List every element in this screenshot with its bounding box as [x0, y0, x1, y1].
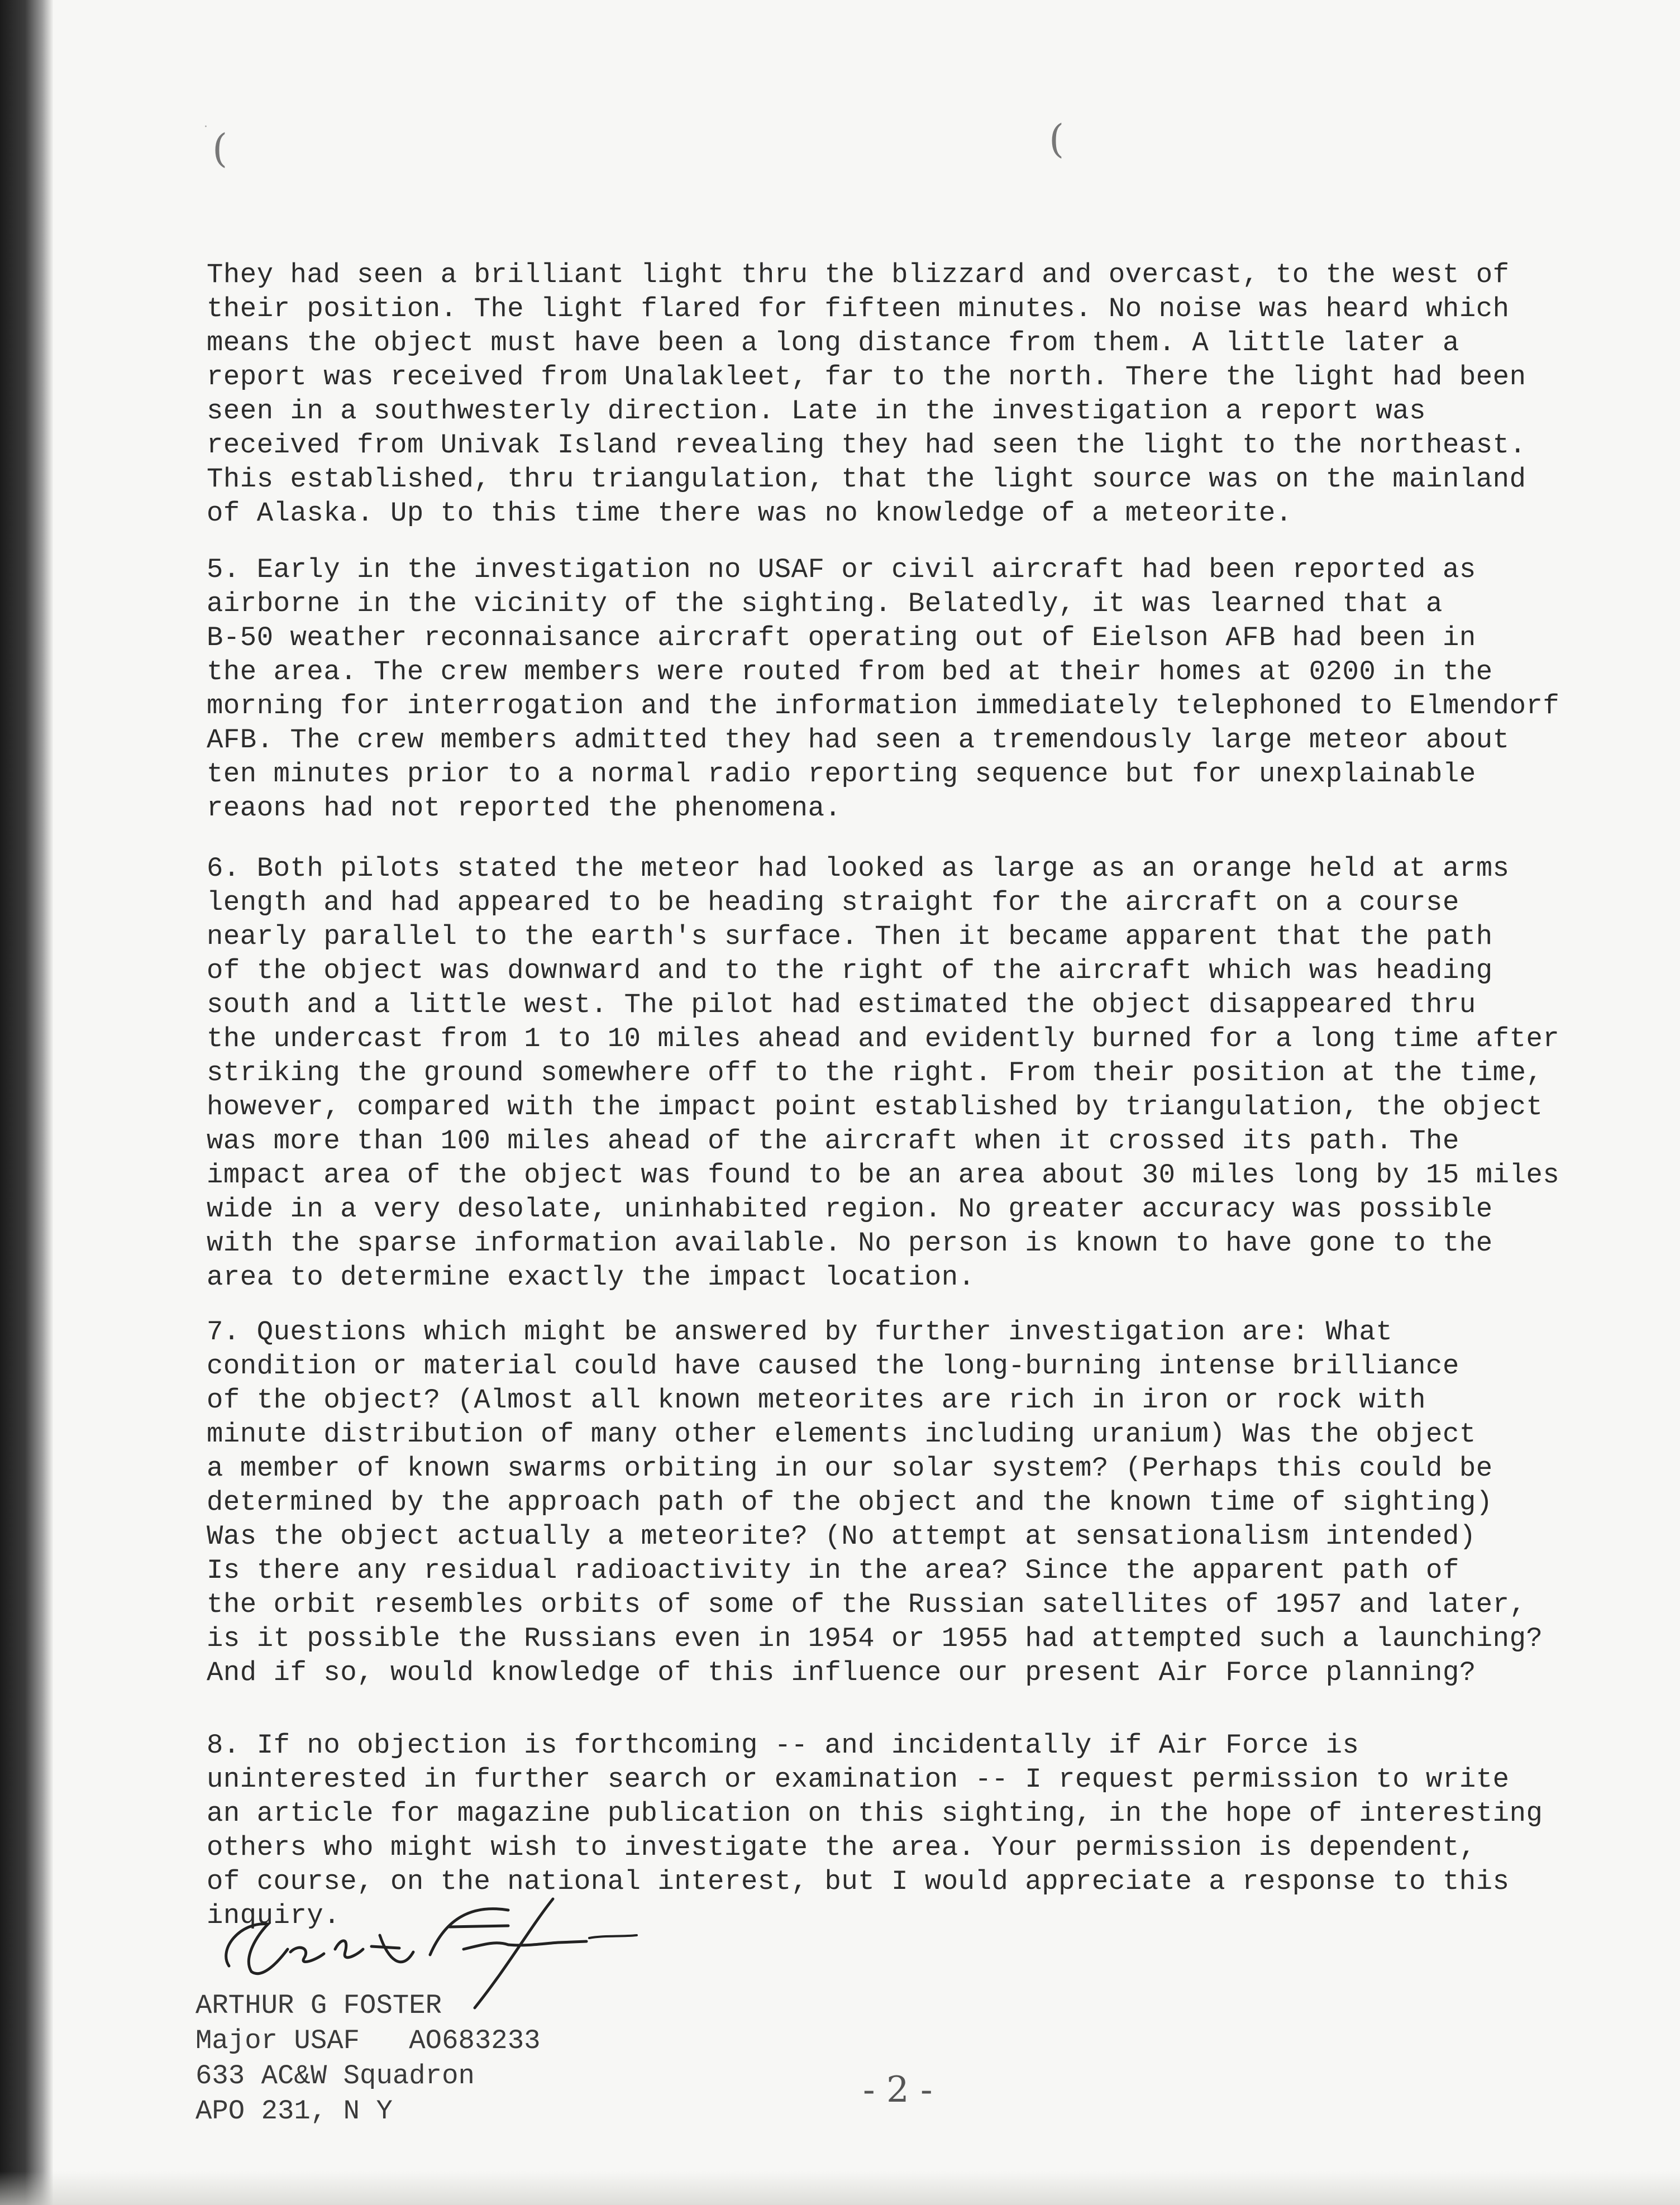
text-line: the area. The crew members were routed from bed at their homes at 0200 in the [207, 656, 1493, 688]
text-line: This established, thru triangulation, that the light source was on the mainland [207, 464, 1526, 495]
page-number: - 2 - [863, 2069, 933, 2111]
text-line: wide in a very desolate, uninhabited region. No greater accuracy was possible [207, 1194, 1493, 1225]
text-line: of the object? (Almost all known meteorites are rich in iron or rock with [207, 1385, 1426, 1416]
text-line: condition or material could have caused the long-burning intense brilliance [207, 1350, 1459, 1382]
text-line: their position. The light flared for fifteen minutes. No noise was heard which [207, 293, 1510, 324]
signer-unit: 633 AC&W Squadron [195, 2060, 475, 2092]
signature-block [195, 1988, 541, 2129]
text-line: nearly parallel to the earth's surface. Then it became apparent that the path [207, 921, 1493, 952]
text-line: however, compared with the impact point established by triangulation, the object [207, 1091, 1543, 1123]
text-line: AFB. The crew members admitted they had seen a tremendously large meteor about [207, 724, 1510, 756]
paragraph-5 [207, 553, 1603, 825]
signer-address: APO 231, N Y [195, 2096, 393, 2127]
text-line: 6. Both pilots stated the meteor had looked as large as an orange held at arms [207, 853, 1510, 884]
text-line: length and had appeared to be heading straight for the aircraft on a course [207, 887, 1459, 918]
text-line: of the object was downward and to the right of the aircraft which was heading [207, 955, 1493, 986]
text-line: impact area of the object was found to be an area about 30 miles long by 15 miles [207, 1159, 1560, 1191]
paragraph-7 [207, 1315, 1603, 1690]
text-line: airborne in the vicinity of the sighting. Belatedly, it was learned that a [207, 588, 1443, 619]
text-line: Is there any residual radioactivity in the area? Since the apparent path of [207, 1555, 1459, 1586]
text-line: of Alaska. Up to this time there was no knowledge of a meteorite. [207, 498, 1292, 529]
text-line: reaons had not reported the phenomena. [207, 793, 842, 824]
text-line: of course, on the national interest, but I would appreciate a response to this [207, 1866, 1510, 1897]
margin-mark-right: ( [1049, 116, 1065, 162]
text-line: report was received from Unalakleet, far to the north. There the light had been [207, 361, 1526, 393]
signer-name: ARTHUR G FOSTER [195, 1990, 442, 2021]
text-line: inquiry. [207, 1900, 341, 1931]
text-line: south and a little west. The pilot had estimated the object disappeared thru [207, 989, 1476, 1020]
text-line: minute distribution of many other elements including uranium) Was the object [207, 1419, 1476, 1450]
text-line: area to determine exactly the impact location. [207, 1262, 975, 1293]
text-line: 8. If no objection is forthcoming -- and incidentally if Air Force is [207, 1730, 1359, 1761]
text-line: ten minutes prior to a normal radio reporting sequence but for unexplainable [207, 758, 1476, 790]
text-line: is it possible the Russians even in 1954 or 1955 had attempted such a launching? [207, 1623, 1543, 1654]
text-line: was more than 100 miles ahead of the aircraft when it crossed its path. The [207, 1125, 1459, 1157]
text-line: the undercast from 1 to 10 miles ahead and evidently burned for a long time after [207, 1023, 1560, 1054]
scan-bottom-shade [0, 2171, 1680, 2205]
speck-mark: · [204, 120, 208, 134]
text-line: means the object must have been a long distance from them. A little later a [207, 327, 1459, 359]
text-line: with the sparse information available. No person is known to have gone to the [207, 1228, 1493, 1259]
paragraph-6 [207, 852, 1603, 1295]
text-line: And if so, would knowledge of this influence our present Air Force planning? [207, 1657, 1476, 1688]
text-line: uninterested in further search or examination -- I request permission to write [207, 1764, 1510, 1795]
text-line: striking the ground somewhere off to the right. From their position at the time, [207, 1057, 1543, 1089]
scan-edge-shadow [0, 0, 53, 2205]
text-line: They had seen a brilliant light thru the blizzard and overcast, to the west of [207, 259, 1510, 290]
text-line: determined by the approach path of the object and the known time of sighting) [207, 1487, 1493, 1518]
text-line: others who might wish to investigate the area. Your permission is dependent, [207, 1832, 1476, 1863]
text-line: the orbit resembles orbits of some of the Russian satellites of 1957 and later, [207, 1589, 1526, 1620]
text-line: a member of known swarms orbiting in our solar system? (Perhaps this could be [207, 1453, 1493, 1484]
text-line: 7. Questions which might be answered by further investigation are: What [207, 1316, 1393, 1348]
text-line: B-50 weather reconnaisance aircraft operating out of Eielson AFB had been in [207, 622, 1476, 653]
paragraph-continuation [207, 258, 1603, 531]
text-line: an article for magazine publication on this sighting, in the hope of interesting [207, 1798, 1543, 1829]
text-line: 5. Early in the investigation no USAF or civil aircraft had been reported as [207, 554, 1476, 585]
text-line: Was the object actually a meteorite? (No attempt at sensationalism intended) [207, 1521, 1476, 1552]
signer-rank: Major USAF AO683233 [195, 2025, 541, 2056]
text-line: morning for interrogation and the information immediately telephoned to Elmendorf [207, 690, 1560, 722]
text-line: seen in a southwesterly direction. Late in the investigation a report was [207, 395, 1426, 427]
margin-mark-left: ( [212, 126, 228, 171]
text-line: received from Univak Island revealing they had seen the light to the northeast. [207, 429, 1526, 461]
